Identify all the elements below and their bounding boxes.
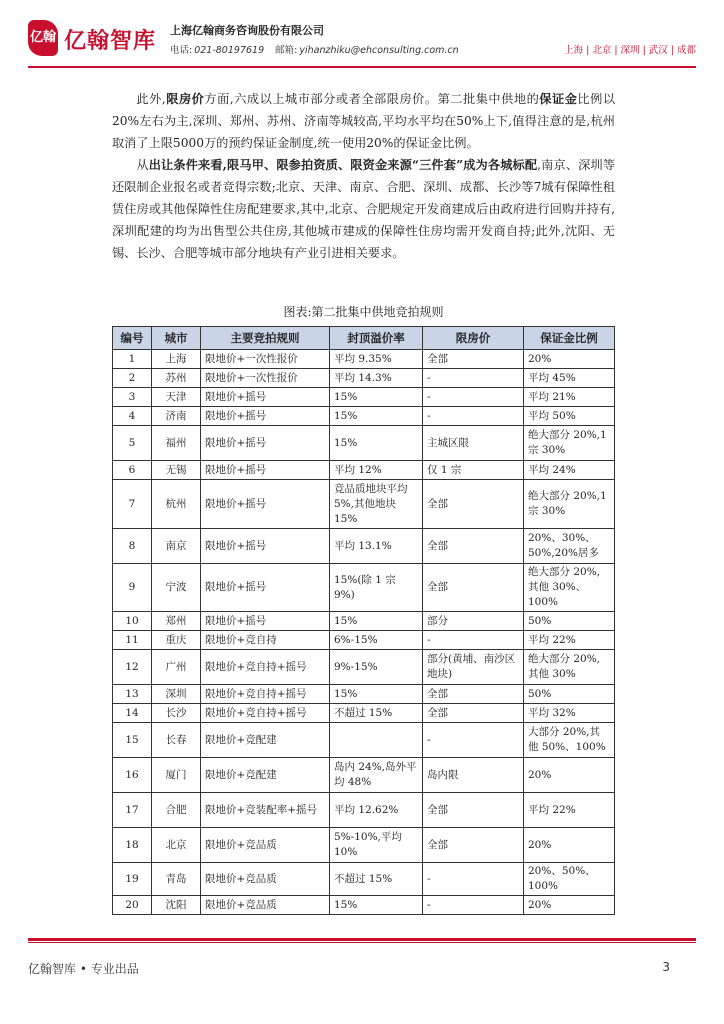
city-item: 上海: [564, 45, 584, 56]
cell-premium-cap: 平均 14.3%: [330, 369, 423, 388]
cell-price-limit: 全部: [423, 828, 524, 863]
col-header-deposit: 保证金比例: [524, 327, 615, 350]
page-header: [28, 18, 696, 66]
table-row: [113, 793, 615, 828]
cell-price-limit: 全部: [423, 480, 524, 529]
city-list: 上海 | 北京 | 深圳 | 武汉 | 成都: [564, 45, 696, 56]
paragraph-2: [112, 154, 615, 264]
company-name: 上海亿翰商务咨询股份有限公司: [170, 24, 324, 37]
cell-premium-cap: 6%-15%: [330, 631, 423, 650]
cell-city: 广州: [152, 650, 201, 685]
cell-premium-cap: 9%-15%: [330, 650, 423, 685]
cell-number: 8: [113, 529, 152, 564]
cell-premium-cap: 岛内 24%,岛外平均 48%: [330, 758, 423, 793]
cell-price-limit: -: [423, 407, 524, 426]
col-header-price-limit: 限房价: [423, 327, 524, 350]
table-row: [113, 631, 615, 650]
cell-price-limit: 仅 1 宗: [423, 461, 524, 480]
table-row: [113, 529, 615, 564]
cell-deposit: 50%: [524, 612, 615, 631]
col-header-number: 编号: [113, 327, 152, 350]
cell-city: 上海: [152, 350, 201, 369]
body-text: [112, 88, 615, 264]
table-row: [113, 461, 615, 480]
contact-info: [170, 42, 467, 56]
cell-rules: 限地价+竞品质: [201, 828, 330, 863]
cell-deposit: 20%、50%、100%: [524, 863, 615, 896]
phone-label: 电话:: [170, 45, 193, 56]
cell-premium-cap: 不超过 15%: [330, 863, 423, 896]
cell-rules: 限地价+摇号: [201, 388, 330, 407]
cell-number: 7: [113, 480, 152, 529]
cell-city: 重庆: [152, 631, 201, 650]
footer-divider-thin: [28, 942, 696, 943]
cell-city: 杭州: [152, 480, 201, 529]
cell-city: 福州: [152, 426, 201, 461]
cell-number: 18: [113, 828, 152, 863]
cell-number: 3: [113, 388, 152, 407]
cell-rules: 限地价+竞品质: [201, 863, 330, 896]
cell-deposit: 平均 32%: [524, 704, 615, 723]
cell-deposit: 绝大部分 20%,1 宗 30%: [524, 480, 615, 529]
bold-run: 出让条件来看,限马甲、限参拍资质、限资金来源“三件套”成为各城标配: [148, 158, 538, 172]
cell-premium-cap: 15%: [330, 896, 423, 915]
cell-rules: 限地价+竞自持+摇号: [201, 704, 330, 723]
cell-price-limit: 岛内限: [423, 758, 524, 793]
table-row: [113, 480, 615, 529]
cell-number: 5: [113, 426, 152, 461]
phone-number: 021-80197619: [194, 45, 265, 56]
cell-number: 11: [113, 631, 152, 650]
text-run: 此外,: [136, 92, 166, 106]
logo-text: 亿翰智库: [64, 29, 157, 54]
cell-rules: 限地价+摇号: [201, 461, 330, 480]
cell-rules: 限地价+摇号: [201, 612, 330, 631]
cell-price-limit: -: [423, 863, 524, 896]
cell-deposit: 20%: [524, 350, 615, 369]
cell-premium-cap: 平均 12%: [330, 461, 423, 480]
city-item: 武汉: [648, 45, 668, 56]
cell-premium-cap: 15%(除 1 宗 9%): [330, 564, 423, 612]
cell-rules: 限地价+一次性报价: [201, 369, 330, 388]
city-item: 成都: [676, 45, 696, 56]
bold-run: 保证金: [539, 92, 578, 106]
cell-premium-cap: 5%-10%,平均 10%: [330, 828, 423, 863]
cell-premium-cap: 竞品质地块平均 5%,其他地块 15%: [330, 480, 423, 529]
table-row: [113, 723, 615, 758]
cell-city: 沈阳: [152, 896, 201, 915]
cell-rules: 限地价+摇号: [201, 564, 330, 612]
table-row: [113, 863, 615, 896]
header-divider: [28, 66, 696, 68]
cell-deposit: 绝大部分 20%,其他 30%: [524, 650, 615, 685]
cell-rules: 限地价+竞自持: [201, 631, 330, 650]
cell-deposit: 绝大部分 20%,其他 30%、100%: [524, 564, 615, 612]
cell-deposit: 20%: [524, 758, 615, 793]
footer-brand: 亿翰智库 • 专业出品: [28, 962, 139, 976]
cell-number: 19: [113, 863, 152, 896]
cell-deposit: 大部分 20%,其他 50%、100%: [524, 723, 615, 758]
cell-number: 6: [113, 461, 152, 480]
cell-city: 济南: [152, 407, 201, 426]
cell-number: 15: [113, 723, 152, 758]
logo-icon: 亿翰: [28, 20, 58, 56]
table-row: [113, 704, 615, 723]
cell-price-limit: -: [423, 369, 524, 388]
city-item: 北京: [592, 45, 612, 56]
cell-city: 长沙: [152, 704, 201, 723]
cell-rules: 限地价+竞配建: [201, 758, 330, 793]
cell-city: 合肥: [152, 793, 201, 828]
cell-deposit: 20%: [524, 828, 615, 863]
table-row: [113, 369, 615, 388]
cell-rules: 限地价+摇号: [201, 407, 330, 426]
cell-number: 17: [113, 793, 152, 828]
cell-city: 无锡: [152, 461, 201, 480]
cell-deposit: 平均 22%: [524, 631, 615, 650]
cell-city: 青岛: [152, 863, 201, 896]
cell-number: 16: [113, 758, 152, 793]
cell-number: 1: [113, 350, 152, 369]
cell-price-limit: 部分: [423, 612, 524, 631]
cell-city: 宁波: [152, 564, 201, 612]
cell-number: 2: [113, 369, 152, 388]
cell-price-limit: 全部: [423, 564, 524, 612]
bidding-rules-table: [112, 326, 615, 915]
page-number: 3: [662, 960, 670, 974]
cell-premium-cap: 15%: [330, 685, 423, 704]
cell-price-limit: 全部: [423, 529, 524, 564]
cell-number: 14: [113, 704, 152, 723]
cell-deposit: 平均 21%: [524, 388, 615, 407]
col-header-premium-cap: 封顶溢价率: [330, 327, 423, 350]
cell-rules: 限地价+摇号: [201, 529, 330, 564]
cell-rules: 限地价+竞装配率+摇号: [201, 793, 330, 828]
email-label: 邮箱:: [275, 45, 298, 56]
table-row: [113, 650, 615, 685]
cell-number: 10: [113, 612, 152, 631]
cell-price-limit: 全部: [423, 704, 524, 723]
col-header-rules: 主要竞拍规则: [201, 327, 330, 350]
email-address[interactable]: yihanzhiku@ehconsulting.com.cn: [299, 45, 459, 56]
table-row: [113, 350, 615, 369]
cell-city: 厦门: [152, 758, 201, 793]
cell-rules: 限地价+摇号: [201, 426, 330, 461]
cell-city: 北京: [152, 828, 201, 863]
paragraph-1: [112, 88, 615, 154]
cell-premium-cap: 15%: [330, 426, 423, 461]
cell-city: 南京: [152, 529, 201, 564]
cell-rules: 限地价+竞品质: [201, 896, 330, 915]
cell-deposit: 平均 50%: [524, 407, 615, 426]
cell-rules: 限地价+竞自持+摇号: [201, 650, 330, 685]
table-header-row: [113, 327, 615, 350]
table-row: [113, 896, 615, 915]
cell-price-limit: -: [423, 896, 524, 915]
col-header-city: 城市: [152, 327, 201, 350]
cell-deposit: 平均 22%: [524, 793, 615, 828]
table-row: [113, 407, 615, 426]
table-row: [113, 388, 615, 407]
cell-deposit: 20%: [524, 896, 615, 915]
cell-deposit: 平均 24%: [524, 461, 615, 480]
cell-premium-cap: 15%: [330, 388, 423, 407]
table-row: [113, 426, 615, 461]
bold-run: 限房价: [165, 92, 205, 106]
text-run: 从: [136, 158, 149, 172]
cell-city: 苏州: [152, 369, 201, 388]
cell-premium-cap: [330, 723, 423, 758]
cell-deposit: 50%: [524, 685, 615, 704]
cell-premium-cap: 不超过 15%: [330, 704, 423, 723]
cell-rules: 限地价+竞配建: [201, 723, 330, 758]
cell-city: 郑州: [152, 612, 201, 631]
cell-deposit: 20%、30%、50%,20%居多: [524, 529, 615, 564]
cell-number: 13: [113, 685, 152, 704]
cell-price-limit: 全部: [423, 793, 524, 828]
cell-price-limit: 全部: [423, 350, 524, 369]
table-row: [113, 685, 615, 704]
cell-number: 9: [113, 564, 152, 612]
cell-city: 天津: [152, 388, 201, 407]
cell-price-limit: -: [423, 631, 524, 650]
city-item: 深圳: [620, 45, 640, 56]
cell-rules: 限地价+一次性报价: [201, 350, 330, 369]
table-row: [113, 612, 615, 631]
text-run: 方面,六成以上城市部分或者全部限房价。第二批集中供地的: [204, 92, 540, 106]
cell-deposit: 平均 45%: [524, 369, 615, 388]
cell-premium-cap: 15%: [330, 612, 423, 631]
text-run: 比例以20%左右为主,深圳、郑州、苏州、济南等城较高,平均水平均在50%上下,值得注意的是,杭州取消了上限5000万的预约保证金制度,统一使用20%的保证金比例。: [112, 92, 616, 150]
text-run: ,南京、深圳等还限制企业报名或者竞得宗数;北京、天津、南京、合肥、深圳、成都、长沙等7城有保障性租赁住房或其他保障性住房配建要求,其中,北京、合肥规定开发商建成后由政府进行回购并持有,深圳配建的均为出售型公共住房,其他城市建成的保障性住房均需开发商自持;此外,沈阳、无锡、长沙、合肥等城市部分地块有产业引进相关要求。: [112, 158, 616, 260]
cell-premium-cap: 15%: [330, 407, 423, 426]
cell-rules: 限地价+竞自持+摇号: [201, 685, 330, 704]
table-title: 图表:第二批集中供地竞拍规则: [283, 305, 444, 319]
cell-number: 12: [113, 650, 152, 685]
cell-price-limit: 全部: [423, 685, 524, 704]
table-row: [113, 758, 615, 793]
cell-price-limit: 主城区限: [423, 426, 524, 461]
cell-city: 深圳: [152, 685, 201, 704]
footer-divider: [28, 938, 696, 941]
table-row: [113, 828, 615, 863]
cell-number: 4: [113, 407, 152, 426]
cell-price-limit: -: [423, 723, 524, 758]
cell-premium-cap: 平均 12.62%: [330, 793, 423, 828]
cell-number: 20: [113, 896, 152, 915]
cell-premium-cap: 平均 9.35%: [330, 350, 423, 369]
cell-premium-cap: 平均 13.1%: [330, 529, 423, 564]
cell-price-limit: 部分(黄埔、南沙区地块): [423, 650, 524, 685]
cell-price-limit: -: [423, 388, 524, 407]
table-row: [113, 564, 615, 612]
cell-city: 长春: [152, 723, 201, 758]
cell-rules: 限地价+摇号: [201, 480, 330, 529]
cell-deposit: 绝大部分 20%,1 宗 30%: [524, 426, 615, 461]
